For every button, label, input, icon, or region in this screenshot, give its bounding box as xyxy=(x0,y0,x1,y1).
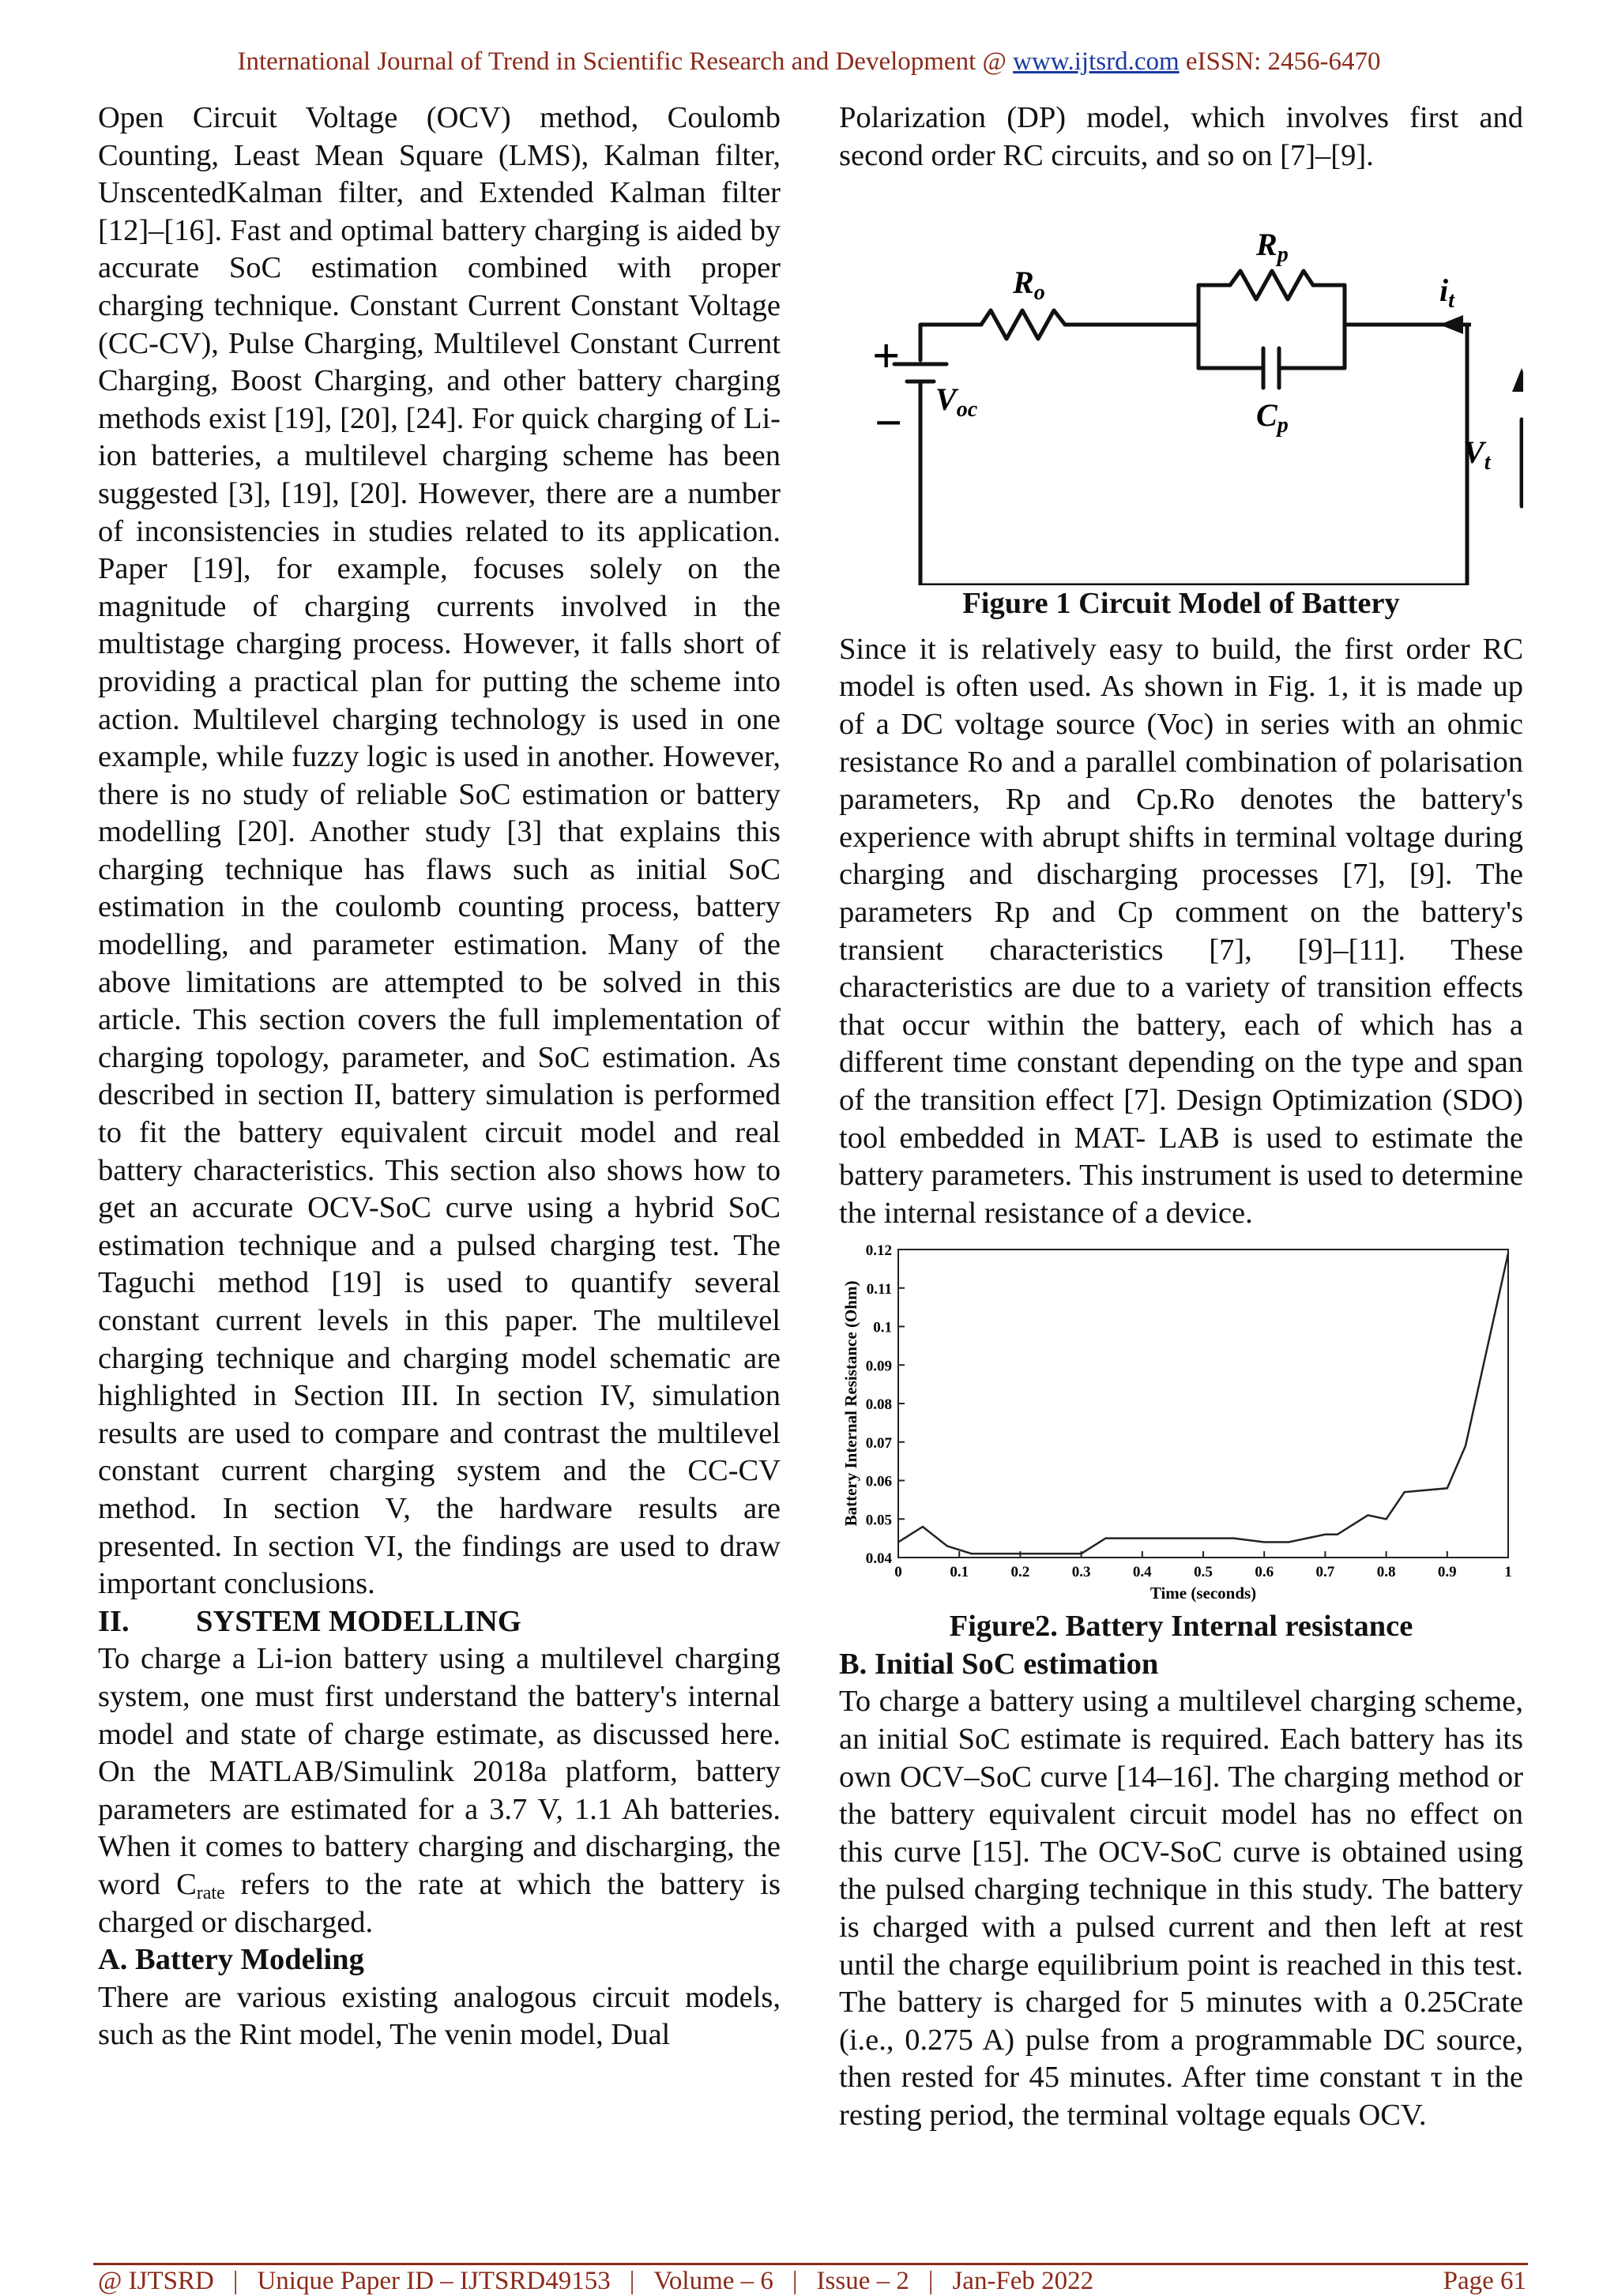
resistance-series-line xyxy=(898,1253,1508,1554)
wire-top-right xyxy=(1345,325,1467,585)
system-modelling-paragraph xyxy=(98,1640,781,1941)
left-column xyxy=(98,100,781,2054)
x-tick-label: 0.4 xyxy=(1132,1564,1152,1581)
y-tick-label: 0.09 xyxy=(865,1358,892,1375)
section-number: II. xyxy=(98,1604,130,1638)
figure2-caption: Figure2. Battery Internal resistance xyxy=(949,1610,1413,1644)
x-tick-label: 1 xyxy=(1504,1564,1512,1581)
footer-paper-id: Unique Paper ID – IJTSRD49153 xyxy=(257,2267,611,2295)
x-tick-label: 0.3 xyxy=(1071,1564,1091,1581)
footer-page-number: Page 61 xyxy=(1443,2267,1526,2295)
journal-url-link[interactable]: www.ijtsrd.com xyxy=(1013,47,1180,76)
page-footer xyxy=(98,2267,1526,2296)
journal-name: International Journal of Trend in Scientific Research and Development @ xyxy=(237,47,1014,76)
x-tick-label: 0.5 xyxy=(1194,1564,1213,1581)
x-tick-label: 0.6 xyxy=(1255,1564,1274,1581)
y-tick-label: 0.05 xyxy=(865,1512,892,1529)
x-tick-label: 0.2 xyxy=(1010,1564,1030,1581)
plot-area xyxy=(898,1249,1508,1558)
footer-divider xyxy=(93,2263,1528,2265)
right-column xyxy=(839,100,1523,2135)
x-tick-label: 0.9 xyxy=(1437,1564,1457,1581)
system-modelling-text-a: To charge a Li-ion battery using a multilevel charging system, one must first understand the battery's internal model and state of charge estimate, as discussed here. On the MATLAB/Simulink 2018a platform, battery parameters are estimated for a 3.7 V, 1.1 Ah batteries. When it comes to battery charging and discharging, the word C xyxy=(98,1642,781,1901)
y-tick-label: 0.1 xyxy=(873,1319,892,1336)
running-header xyxy=(0,47,1618,77)
rp-label: $R_p$ xyxy=(1256,227,1289,268)
cp-label: $C_p$ xyxy=(1256,397,1289,438)
subsection-heading-initial-soc: B. Initial SoC estimation xyxy=(839,1647,1159,1681)
vt-arrow-head xyxy=(1512,368,1523,392)
y-tick-label: 0.06 xyxy=(865,1473,892,1490)
intro-paragraph: Open Circuit Voltage (OCV) method, Coulomb Counting, Least Mean Square (LMS), Kalman filter, UnscentedKalman filter, and Extended Kalman filter [12]–[16]. Fast and optimal battery charging is aided by accurate SoC estimation combined with proper charging technique. Constant Current Constant Voltage (CC-CV), Pulse Charging, Multilevel Constant Current Charging, Boost Charging, and other battery charging methods exist [19], [20], [24]. For quick charging of Li-ion batteries, a multilevel charging scheme has been suggested [3], [19], [20]. However, there are a number of inconsistencies in studies related to its application. Paper [19], for example, focuses solely on the magnitude of charging currents involved in the multistage charging process. However, it falls short of providing a practical plan for putting the scheme into action. Multilevel charging technology is used in one example, while fuzzy logic is used in another. However, there is no study of reliable SoC estimation or battery modelling [20]. Another study [3] that explains this charging technique has flaws such as initial SoC estimation in the coulomb counting process, battery modelling, and parameter estimation. Many of the above limitations are attempted to be solved in this article. This section covers the full implementation of charging topology, parameter, and SoC estimation. As described in section II, battery simulation is performed to fit the battery equivalent circuit model and real battery characteristics. This section also shows how to get an accurate OCV-SoC curve using a hybrid SoC estimation technique and a pulsed charging test. The Taguchi method [19] is used to quantify several constant current levels in this paper. The multilevel charging technique and charging model schematic are highlighted in Section III. In section IV, simulation results are used to compare and contrast the multilevel constant current charging system and the CC-CV method. In section V, the hardware results are presented. In section VI, the findings are used to draw important conclusions. xyxy=(98,101,781,1601)
x-tick-label: 0 xyxy=(894,1564,902,1581)
wire-bottom xyxy=(920,381,1467,585)
battery-modeling-paragraph: There are various existing analogous circuit models, such as the Rint model, The venin model, Dual xyxy=(98,1980,781,2052)
internal-resistance-chart xyxy=(839,1242,1523,1605)
x-tick-label: 0.8 xyxy=(1376,1564,1396,1581)
footer-journal: @ IJTSRD | Unique Paper ID – IJTSRD49153 | Volume – 6 | Issue – 2 | Jan-Feb 2022 xyxy=(98,2267,1094,2295)
system-modelling-text-b: refers to the rate at which the battery is charged or discharged. xyxy=(98,1867,781,1939)
y-tick-label: 0.07 xyxy=(865,1435,892,1452)
x-axis-label: Time (seconds) xyxy=(1150,1584,1257,1603)
initial-soc-paragraph: To charge a battery using a multilevel charging scheme, an initial SoC estimate is required. Each battery has its own OCV–SoC curve [14–16]. The charging method or the battery equivalent circuit model has no effect on this curve [15]. The OCV-SoC curve is obtained using the pulsed charging technique in this study. The battery is charged with a pulsed current and then left at rest until the charge equilibrium point is reached in this test. The battery is charged for 5 minutes with a 0.25Crate (i.e., 0.275 A) pulse from a programmable DC source, then rested for 45 minutes. After time constant τ in the resting period, the terminal voltage equals OCV. xyxy=(839,1685,1523,2132)
ro-resistor xyxy=(981,310,1065,339)
dp-model-paragraph: Polarization (DP) model, which involves first and second order RC circuits, and so on [7]–[9]. xyxy=(839,101,1523,172)
issn-text: eISSN: 2456-6470 xyxy=(1179,47,1381,76)
vt-label: $V_t$ xyxy=(1463,434,1491,475)
section-heading-system-modelling xyxy=(98,1603,781,1641)
figure1-caption: Figure 1 Circuit Model of Battery xyxy=(962,587,1400,621)
it-arrow-head xyxy=(1439,315,1463,334)
subsection-heading-battery-modeling: A. Battery Modeling xyxy=(98,1943,364,1977)
plus-sign: + xyxy=(872,329,901,384)
ro-label: $R_o$ xyxy=(1013,265,1045,306)
y-tick-label: 0.12 xyxy=(865,1242,892,1260)
wire-top-left xyxy=(920,325,981,360)
footer-date: Jan-Feb 2022 xyxy=(952,2267,1094,2295)
circuit-model-figure xyxy=(839,175,1523,585)
y-tick-label: 0.11 xyxy=(866,1281,892,1298)
crate-subscript: rate xyxy=(196,1882,225,1903)
minus-sign: − xyxy=(875,396,903,451)
x-tick-label: 0.1 xyxy=(950,1564,969,1581)
footer-issue: Issue – 2 xyxy=(816,2267,909,2295)
rp-resistor xyxy=(1230,271,1313,299)
y-tick-label: 0.08 xyxy=(865,1396,892,1414)
footer-volume: Volume – 6 xyxy=(653,2267,773,2295)
y-tick-label: 0.04 xyxy=(865,1550,892,1568)
section-title: SYSTEM MODELLING xyxy=(196,1604,521,1638)
rc-model-paragraph: Since it is relatively easy to build, the first order RC model is often used. As shown in Fig. 1, it is made up of a DC voltage source (Voc) in series with an ohmic resistance Ro and a parallel combination of polarisation parameters, Rp and Cp.Ro denotes the battery's experience with abrupt shifts in terminal voltage during charging and discharging processes [7], [9]. The parameters Rp and Cp comment on the battery's transient characteristics [7], [9]–[11]. These characteristics are due to a variety of transition effects that occur within the battery, each of which has a different time constant depending on the type and span of the transition effect [7]. Design Optimization (SDO) tool embedded in MAT- LAB is used to estimate the battery parameters. This instrument is used to determine the internal resistance of a device. xyxy=(839,632,1523,1230)
it-label: $i_t$ xyxy=(1439,272,1454,314)
x-tick-label: 0.7 xyxy=(1315,1564,1335,1581)
y-axis-label: Battery Internal Resistance (Ohm) xyxy=(841,1280,860,1527)
x-tick-labels xyxy=(894,1551,1512,1580)
voc-label: $V_{oc}$ xyxy=(935,381,978,423)
